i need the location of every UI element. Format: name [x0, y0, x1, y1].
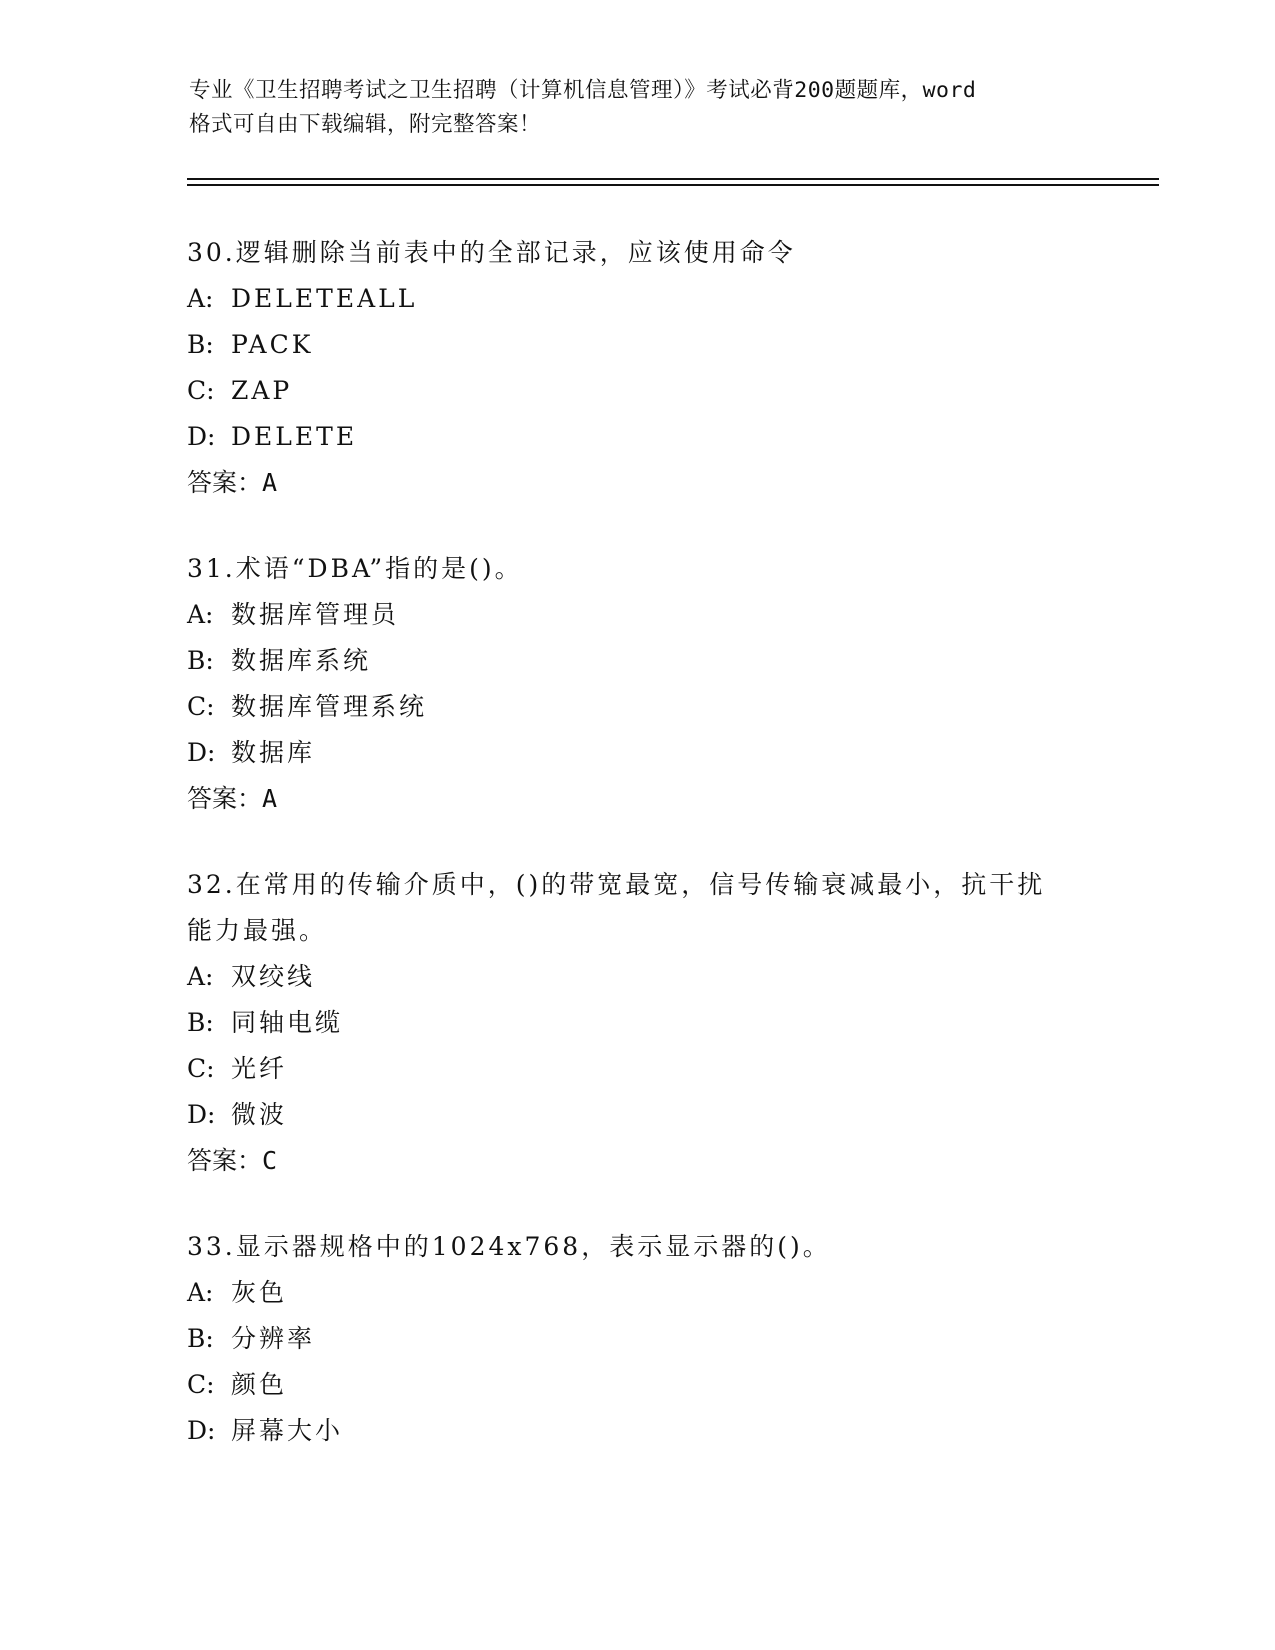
option-text: 同轴电缆 — [231, 1008, 344, 1037]
header-title-line-1: 专业《卫生招聘考试之卫生招聘（计算机信息管理）》考试必背200题题库，word — [189, 78, 977, 103]
option-a — [187, 276, 1087, 322]
header-title-line-2: 格式可自由下载编辑，附完整答案！ — [189, 112, 542, 137]
option-letter: A: — [187, 600, 214, 629]
option-d — [187, 1092, 1087, 1138]
option-b — [187, 1316, 1087, 1362]
answer-label: 答案： — [187, 468, 263, 497]
option-b — [187, 322, 1087, 368]
option-letter: C: — [187, 376, 215, 405]
question-31 — [187, 546, 1087, 822]
option-d — [187, 730, 1087, 776]
header-divider-top — [187, 178, 1159, 180]
header-divider-bottom — [187, 184, 1159, 186]
option-text: 数据库管理系统 — [231, 692, 428, 721]
question-text: 30.逻辑删除当前表中的全部记录，应该使用命令 — [187, 238, 796, 267]
answer — [187, 1138, 1087, 1184]
option-letter: B: — [187, 1324, 214, 1353]
option-a — [187, 954, 1087, 1000]
option-letter: D: — [187, 1416, 216, 1445]
option-text: ZAP — [231, 376, 293, 405]
option-b — [187, 1000, 1087, 1046]
answer-value: C — [262, 1146, 278, 1175]
option-letter: D: — [187, 738, 216, 767]
answer — [187, 460, 1087, 506]
option-text: 数据库系统 — [231, 646, 372, 675]
option-d — [187, 1408, 1087, 1454]
option-letter: A: — [187, 284, 214, 313]
option-text: DELETE — [231, 422, 358, 451]
option-b — [187, 638, 1087, 684]
answer-label: 答案： — [187, 1146, 263, 1175]
option-letter: B: — [187, 1008, 214, 1037]
option-letter: A: — [187, 962, 214, 991]
option-d — [187, 414, 1087, 460]
option-a — [187, 1270, 1087, 1316]
option-text: DELETEALL — [231, 284, 418, 313]
option-letter: B: — [187, 330, 214, 359]
option-letter: D: — [187, 422, 216, 451]
question-30 — [187, 230, 1087, 506]
option-c — [187, 368, 1087, 414]
option-a — [187, 592, 1087, 638]
answer-value: A — [262, 784, 278, 813]
option-text: 颜色 — [231, 1370, 288, 1399]
option-letter: B: — [187, 646, 214, 675]
option-text: 微波 — [231, 1100, 288, 1129]
question-33 — [187, 1224, 1087, 1454]
question-32 — [187, 862, 1087, 1184]
document-header — [189, 74, 1089, 142]
option-c — [187, 1362, 1087, 1408]
option-letter: C: — [187, 1370, 215, 1399]
question-text: 31.术语“DBA”指的是()。 — [187, 554, 523, 583]
option-letter: C: — [187, 692, 215, 721]
option-text: 灰色 — [231, 1278, 288, 1307]
option-letter: D: — [187, 1100, 216, 1129]
option-text: 数据库管理员 — [231, 600, 400, 629]
option-letter: A: — [187, 1278, 214, 1307]
option-text: 屏幕大小 — [231, 1416, 344, 1445]
question-text-line-2: 能力最强。 — [187, 916, 328, 945]
option-text: PACK — [231, 330, 314, 359]
question-text: 33.显示器规格中的1024x768，表示显示器的()。 — [187, 1232, 831, 1261]
option-text: 双绞线 — [231, 962, 316, 991]
answer-value: A — [262, 468, 278, 497]
answer-label: 答案： — [187, 784, 263, 813]
option-text: 数据库 — [231, 738, 316, 767]
question-text-line-1: 32.在常用的传输介质中，()的带宽最宽，信号传输衰减最小，抗干扰 — [187, 870, 1046, 899]
option-text: 分辨率 — [231, 1324, 316, 1353]
option-c — [187, 1046, 1087, 1092]
option-text: 光纤 — [231, 1054, 288, 1083]
option-letter: C: — [187, 1054, 215, 1083]
option-c — [187, 684, 1087, 730]
answer — [187, 776, 1087, 822]
